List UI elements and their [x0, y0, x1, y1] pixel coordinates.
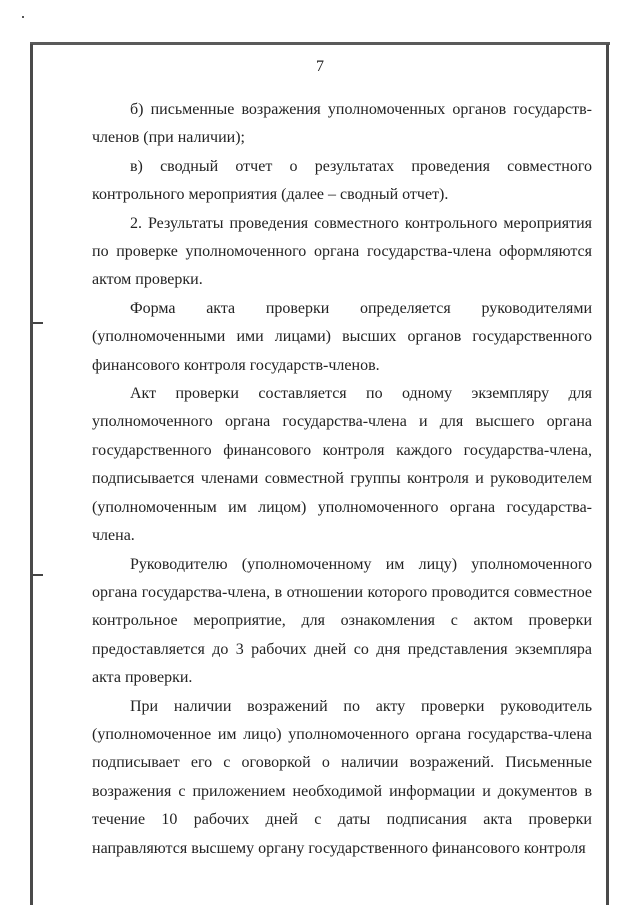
paragraph-head: Руководителю (уполномоченному им лицу) уполномоченного органа государства-члена, в отношении которого проводится совместное контрольное мероприятие, для ознакомления с актом проверки предоставляется до 3 рабочих дней со дня представления экземпляра акта проверки. — [92, 555, 592, 687]
paragraph-act: Акт проверки составляется по одному экземпляру для уполномоченного органа государства-члена и для высшего органа государственного финансового контроля каждого государства-члена, подписывается членами совместной группы контроля и руководителем (уполномоченным им лицом) уполномоченного органа государства-члена. — [92, 385, 592, 545]
scan-mark — [33, 322, 43, 324]
scan-speck — [22, 16, 24, 18]
scan-border-right — [606, 44, 609, 905]
paragraph-v: в) сводный отчет о результатах проведения совместного контрольного мероприятия (далее – сводный отчет). — [92, 157, 592, 204]
paragraph-objections: При наличии возражений по акту проверки руководитель (уполномоченное им лицо) уполномоченного органа государства-члена подписывает его с оговоркой о наличии возражений. Письменные возражения с приложением необходимой информации и документов в течение 10 рабочих дней с даты подписания акта проверки направляются высшему органу государственного финансового контроля — [92, 697, 592, 857]
scan-mark — [33, 574, 43, 576]
paragraph-b: б) письменные возражения уполномоченных органов государств-членов (при наличии); — [92, 101, 592, 147]
scan-border-top — [30, 42, 610, 45]
page-number: 7 — [316, 58, 324, 75]
scan-border-left — [30, 44, 33, 905]
paragraph-form: Форма акта проверки определяется руководителями (уполномоченными ими лицами) высших органов государственного финансового контроля государств-членов. — [92, 299, 592, 374]
document-body — [92, 96, 592, 863]
paragraph-2: 2. Результаты проведения совместного контрольного мероприятия по проверке уполномоченного органа государства-члена оформляются актом проверки. — [92, 214, 592, 289]
